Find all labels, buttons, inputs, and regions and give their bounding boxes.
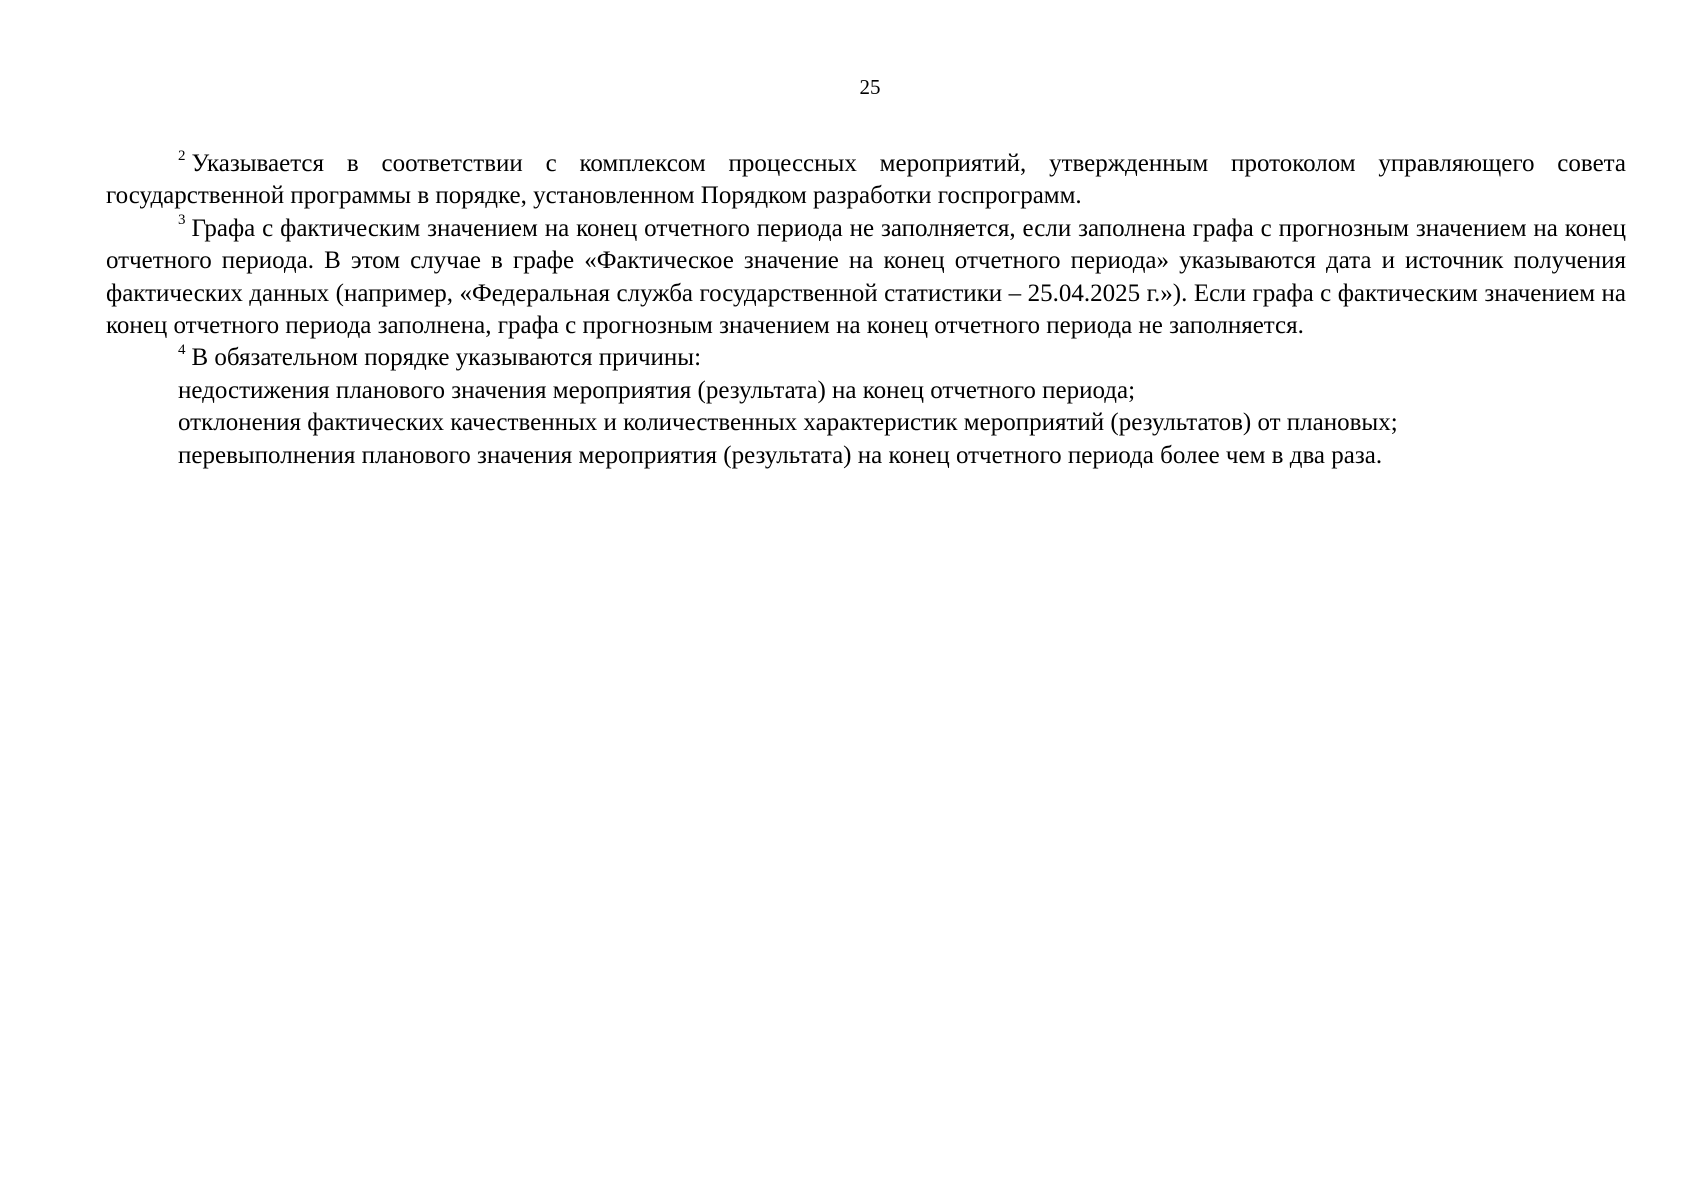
footnote-text-3: Графа с фактическим значением на конец отчетного периода не заполняется, если заполнена графа с прогнозным значением на конец отчетного периода. В этом случае в графе «Фактическое значение на конец отчетного периода» указываются дата и источник получения фактических данных (например, «Федеральная служба государственной статистики – 25.04.2025 г.»). Если графа с фактическим значением на конец отчетного периода заполнена, графа с прогнозным значением на конец отчетного периода не заполняется. xyxy=(106,214,1626,340)
footnotes-section xyxy=(106,148,1626,472)
footnote-text-2: Указывается в соответствии с комплексом процессных мероприятий, утвержденным протоколом управляющего совета государственной программы в порядке, установленном Порядком разработки госпрограмм. xyxy=(106,150,1626,210)
footnote-4 xyxy=(106,342,1626,374)
footnote-marker-3: 3 xyxy=(178,212,186,229)
footnote-2 xyxy=(106,148,1626,213)
footnote-marker-4: 4 xyxy=(178,342,186,359)
reason-item: недостижения планового значения мероприятия (результата) на конец отчетного периода; xyxy=(178,376,1136,404)
footnote-3 xyxy=(106,213,1626,343)
footnote-text-4: В обязательном порядке указываются причины: xyxy=(191,344,702,372)
reason-item: отклонения фактических качественных и количественных характеристик мероприятий (результатов) от плановых; xyxy=(178,409,1398,437)
reason-item: перевыполнения планового значения мероприятия (результата) на конец отчетного периода более чем в два раза. xyxy=(178,441,1383,469)
page-number: 25 xyxy=(859,75,881,99)
footnote-marker-2: 2 xyxy=(178,147,186,164)
